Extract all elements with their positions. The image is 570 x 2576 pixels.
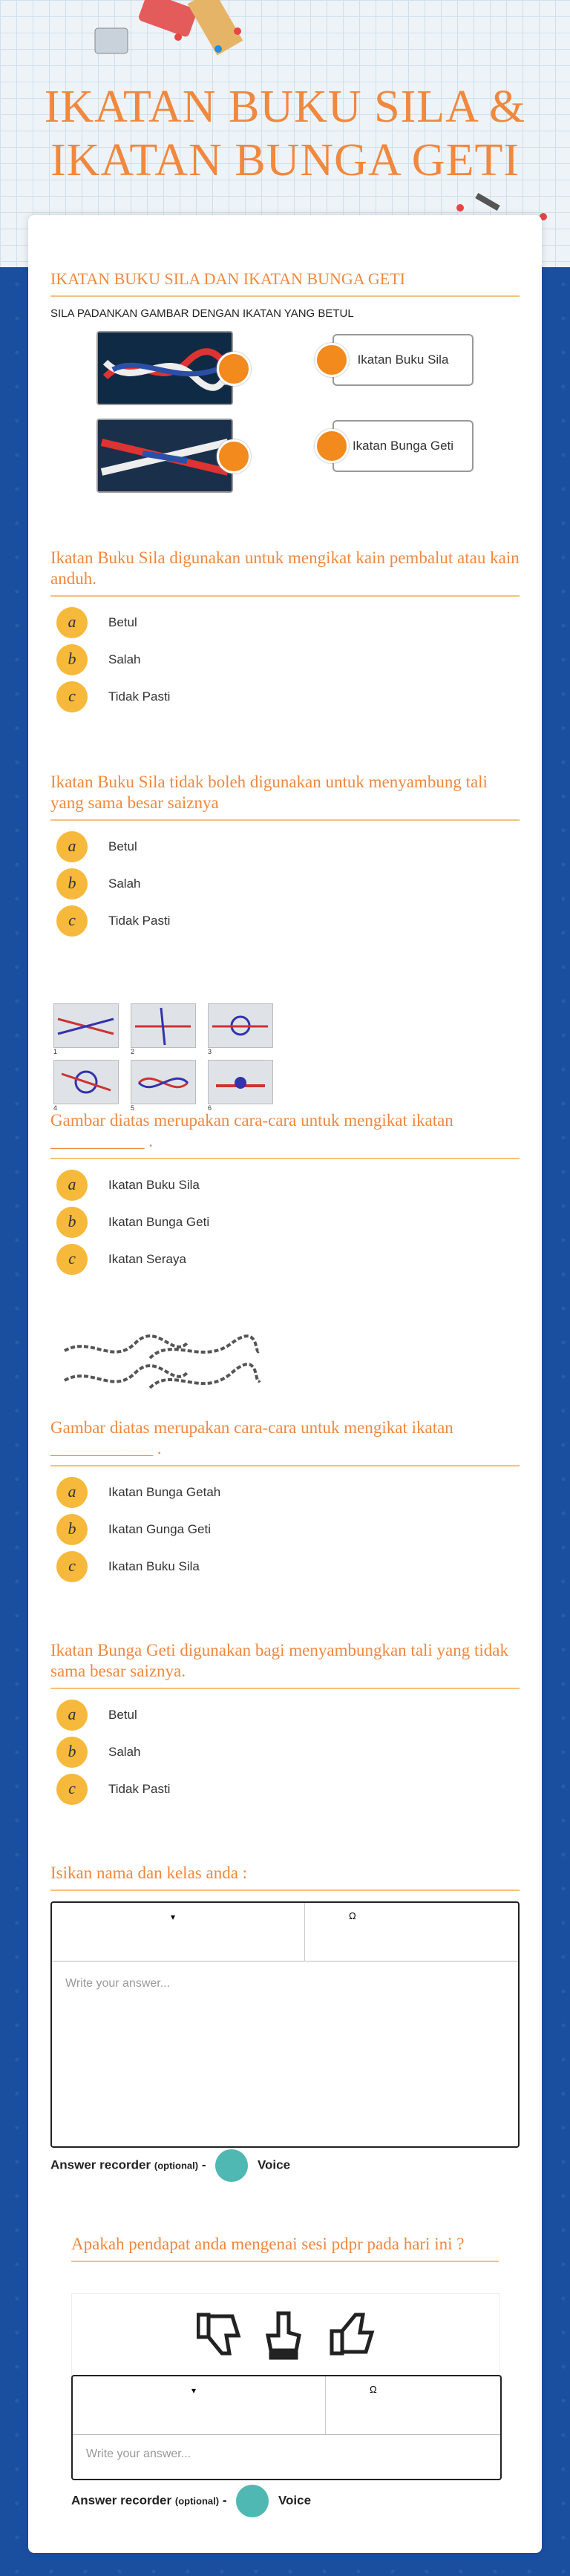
option-label: Ikatan Buku Sila xyxy=(108,1559,200,1573)
match-handle-1[interactable] xyxy=(217,352,251,386)
recorder-label: Answer recorder xyxy=(71,2493,172,2508)
step-photo xyxy=(53,1003,119,1048)
color-dots-decoration xyxy=(171,22,245,67)
answer-option[interactable] xyxy=(50,902,520,940)
step-photo xyxy=(53,1060,119,1104)
reaction-box xyxy=(71,2293,500,2376)
step-number: 1 xyxy=(53,1048,58,1055)
question-6 xyxy=(50,1640,520,1808)
voice-record-button[interactable] xyxy=(236,2485,269,2517)
divider xyxy=(50,1465,520,1466)
knot-image-2 xyxy=(96,419,233,493)
editor-toolbar xyxy=(52,1903,518,1962)
match-handle-4[interactable] xyxy=(315,429,349,463)
recorder-dash: - xyxy=(222,2493,227,2508)
step-number: 2 xyxy=(131,1048,135,1055)
special-char-icon[interactable]: Ω xyxy=(370,2384,377,2395)
answer-option[interactable] xyxy=(50,828,520,865)
thumbs-up-icon[interactable] xyxy=(332,2315,372,2353)
option-badge: c xyxy=(56,1244,88,1275)
step-number: 4 xyxy=(53,1104,58,1112)
match-handle-2[interactable] xyxy=(217,439,251,473)
answer-placeholder: Write your answer... xyxy=(65,1977,171,1990)
answer-option[interactable] xyxy=(50,1167,520,1204)
question-heading: Gambar diatas merupakan cara-cara untuk mengikat ikatan ____________ . xyxy=(50,1418,453,1458)
match-target-label: Ikatan Buku Sila xyxy=(357,353,449,367)
question-heading: IKATAN BUKU SILA DAN IKATAN BUNGA GETI xyxy=(50,269,406,288)
voice-label: Voice xyxy=(278,2493,312,2508)
option-badge: c xyxy=(56,681,88,712)
special-char-icon[interactable]: Ω xyxy=(349,1910,356,1921)
option-badge: b xyxy=(56,1514,88,1545)
voice-record-button[interactable] xyxy=(215,2149,248,2182)
option-badge: a xyxy=(56,607,88,638)
answer-editor[interactable] xyxy=(50,1901,520,2148)
option-badge: a xyxy=(56,1170,88,1201)
option-label: Salah xyxy=(108,652,141,666)
answer-option[interactable] xyxy=(50,865,520,902)
answer-option[interactable] xyxy=(50,678,520,715)
step-photo xyxy=(208,1003,273,1048)
page-title xyxy=(30,80,540,187)
option-label: Ikatan Bunga Geti xyxy=(108,1215,210,1229)
recorder-optional: (optional) xyxy=(154,2160,199,2172)
answer-option[interactable] xyxy=(50,604,520,641)
answer-option[interactable] xyxy=(50,1511,520,1548)
option-label: Salah xyxy=(108,876,141,891)
title-line-1: IKATAN BUKU SILA & xyxy=(44,82,526,132)
step-photo xyxy=(131,1003,196,1048)
answer-option[interactable] xyxy=(50,1734,520,1771)
question-heading: Ikatan Buku Sila digunakan untuk mengikat kain pembalut atau kain anduh. xyxy=(50,548,520,588)
question-match xyxy=(50,269,520,320)
match-target-1[interactable] xyxy=(332,334,474,386)
answer-option[interactable] xyxy=(50,641,520,678)
thumbs-down-icon[interactable] xyxy=(198,2315,238,2353)
option-badge: b xyxy=(56,868,88,899)
option-badge: a xyxy=(56,1477,88,1508)
answer-option[interactable] xyxy=(50,1204,520,1241)
answer-option[interactable] xyxy=(50,1771,520,1808)
divider xyxy=(50,819,520,821)
question-heading: Apakah pendapat anda mengenai sesi pdpr pada hari ini ? xyxy=(71,2235,465,2253)
option-label: Tidak Pasti xyxy=(108,914,171,928)
reaction-icons xyxy=(197,2309,382,2361)
option-badge: b xyxy=(56,644,88,675)
match-target-label: Ikatan Bunga Geti xyxy=(352,439,454,453)
option-label: Ikatan Gunga Geti xyxy=(108,1522,211,1536)
option-badge: b xyxy=(56,1207,88,1238)
step-photo xyxy=(131,1060,196,1104)
match-target-2[interactable] xyxy=(332,420,474,472)
answer-option[interactable] xyxy=(50,1474,520,1511)
knot-sketch-image xyxy=(61,1328,261,1403)
option-badge: b xyxy=(56,1737,88,1768)
worksheet-card xyxy=(28,215,542,2553)
option-label: Tidak Pasti xyxy=(108,1782,171,1796)
question-4 xyxy=(50,1110,520,1278)
knot-image-1 xyxy=(96,331,233,405)
option-badge: c xyxy=(56,905,88,937)
option-label: Ikatan Seraya xyxy=(108,1252,186,1266)
title-line-2: IKATAN BUNGA GETI xyxy=(50,135,520,186)
option-label: Tidak Pasti xyxy=(108,689,171,704)
divider xyxy=(50,595,520,597)
question-heading: Gambar diatas merupakan cara-cara untuk mengikat ikatan ___________ . xyxy=(50,1111,453,1150)
answer-option[interactable] xyxy=(50,1697,520,1734)
recorder-dash: - xyxy=(201,2157,206,2172)
option-badge: c xyxy=(56,1774,88,1805)
question-7 xyxy=(50,1863,520,1891)
divider xyxy=(71,2261,499,2262)
step-number: 6 xyxy=(208,1104,212,1112)
answer-recorder xyxy=(71,2485,311,2517)
option-label: Betul xyxy=(108,839,137,853)
question-8 xyxy=(71,2234,499,2262)
voice-label: Voice xyxy=(257,2157,291,2172)
step-number: 3 xyxy=(208,1048,212,1055)
divider xyxy=(50,1688,520,1689)
format-dropdown-icon[interactable]: ▾ xyxy=(191,2385,197,2396)
toolbar-separator xyxy=(325,2376,326,2434)
question-2 xyxy=(50,548,520,715)
answer-option[interactable] xyxy=(50,1548,520,1585)
option-label: Ikatan Buku Sila xyxy=(108,1178,200,1192)
step-number: 5 xyxy=(131,1104,135,1112)
recorder-label: Answer recorder xyxy=(50,2157,151,2172)
divider xyxy=(50,295,520,297)
divider xyxy=(50,1890,520,1891)
option-badge: a xyxy=(56,831,88,862)
answer-option[interactable] xyxy=(50,1241,520,1278)
question-instruction: SILA PADANKAN GAMBAR DENGAN IKATAN YANG BETUL xyxy=(50,307,354,320)
option-badge: c xyxy=(56,1551,88,1582)
question-3 xyxy=(50,772,520,940)
option-badge: a xyxy=(56,1700,88,1731)
format-dropdown-icon[interactable]: ▾ xyxy=(171,1912,176,1922)
answer-placeholder: Write your answer... xyxy=(86,2448,191,2460)
toolbar-separator xyxy=(304,1903,305,1961)
question-5 xyxy=(50,1418,520,1585)
match-handle-3[interactable] xyxy=(315,343,349,377)
question-heading: Ikatan Bunga Geti digunakan bagi menyambungkan tali yang tidak sama besar saiznya. xyxy=(50,1641,509,1680)
divider xyxy=(50,1158,520,1159)
pointing-hand-icon[interactable] xyxy=(268,2313,299,2358)
answer-editor[interactable] xyxy=(71,2375,502,2480)
answer-recorder xyxy=(50,2149,290,2182)
option-label: Betul xyxy=(108,1708,137,1722)
editor-toolbar xyxy=(73,2376,500,2435)
question-heading: Ikatan Buku Sila tidak boleh digunakan untuk menyambung tali yang sama besar saiznya xyxy=(50,773,488,812)
option-label: Salah xyxy=(108,1745,141,1759)
option-label: Betul xyxy=(108,615,137,629)
question-heading: Isikan nama dan kelas anda : xyxy=(50,1864,248,1882)
option-label: Ikatan Bunga Getah xyxy=(108,1485,221,1499)
recorder-optional: (optional) xyxy=(174,2495,220,2507)
step-photo xyxy=(208,1060,273,1104)
